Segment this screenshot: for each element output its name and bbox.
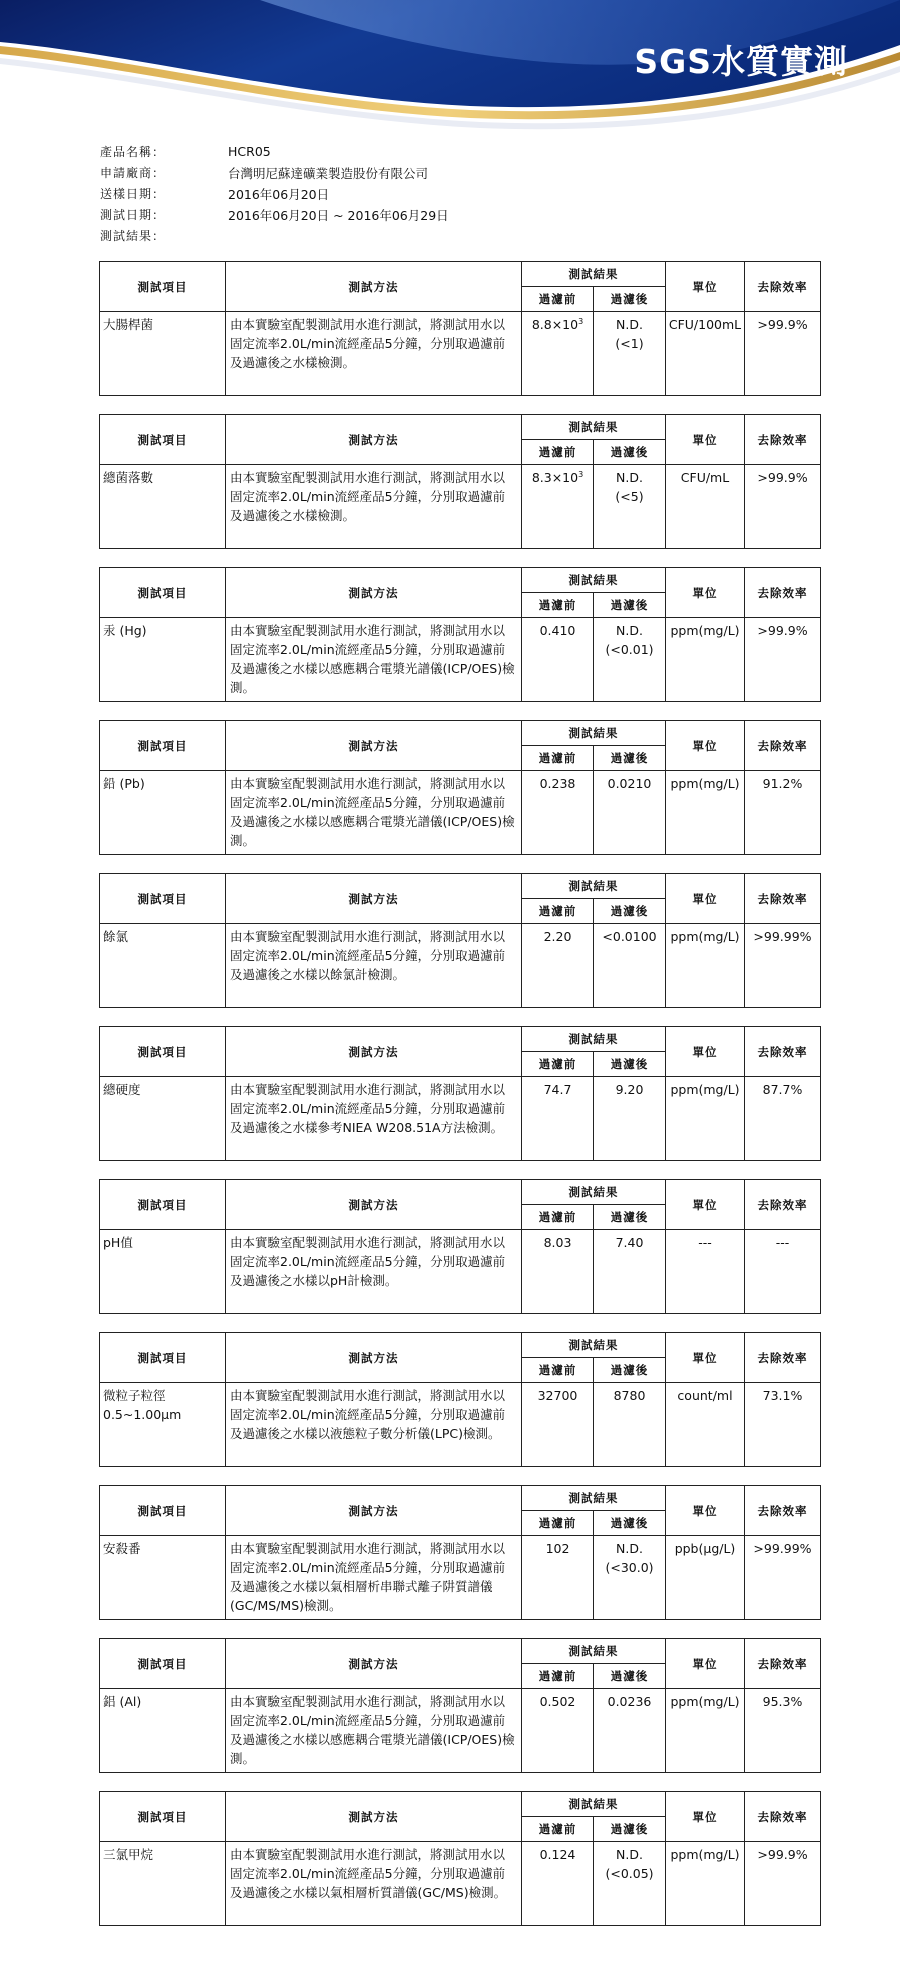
cell-removal: >99.9% bbox=[745, 312, 821, 396]
header-before: 過濾前 bbox=[522, 440, 594, 465]
cell-method: 由本實驗室配製測試用水進行測試，將測試用水以固定流率2.0L/min流經產品5分鐘，分別取過濾前及過濾後之水樣檢測。 bbox=[226, 312, 522, 396]
after-detection-limit: (<0.05) bbox=[605, 1866, 654, 1881]
cell-after bbox=[594, 1689, 666, 1773]
header-result: 測試結果 bbox=[522, 415, 666, 440]
cell-removal: 95.3% bbox=[745, 1689, 821, 1773]
info-value: 台灣明尼蘇達礦業製造股份有限公司 bbox=[228, 165, 429, 181]
before-exponent: 3 bbox=[578, 469, 584, 479]
cell-before bbox=[522, 465, 594, 549]
header-method: 測試方法 bbox=[226, 1486, 522, 1536]
header-unit: 單位 bbox=[666, 721, 745, 771]
header-before: 過濾前 bbox=[522, 1511, 594, 1536]
result-table bbox=[99, 567, 821, 702]
table-row bbox=[100, 1230, 821, 1314]
cell-item: 鋁 (Al) bbox=[100, 1689, 226, 1773]
header-result: 測試結果 bbox=[522, 721, 666, 746]
cell-unit: ppm(mg/L) bbox=[666, 771, 745, 855]
cell-method: 由本實驗室配製測試用水進行測試，將測試用水以固定流率2.0L/min流經產品5分鐘，分別取過濾前及過濾後之水樣檢測。 bbox=[226, 465, 522, 549]
header-item: 測試項目 bbox=[100, 1792, 226, 1842]
header-method: 測試方法 bbox=[226, 1333, 522, 1383]
result-table bbox=[99, 414, 821, 549]
header-method: 測試方法 bbox=[226, 568, 522, 618]
after-value: 0.0236 bbox=[607, 1694, 652, 1709]
header-result: 測試結果 bbox=[522, 1639, 666, 1664]
cell-before bbox=[522, 312, 594, 396]
header-result: 測試結果 bbox=[522, 874, 666, 899]
header-item: 測試項目 bbox=[100, 262, 226, 312]
info-row bbox=[100, 225, 449, 246]
cell-after bbox=[594, 1230, 666, 1314]
header-removal: 去除效率 bbox=[745, 1792, 821, 1842]
table-row bbox=[100, 924, 821, 1008]
header-removal: 去除效率 bbox=[745, 1639, 821, 1689]
cell-item: 三氯甲烷 bbox=[100, 1842, 226, 1926]
header-before: 過濾前 bbox=[522, 1817, 594, 1842]
header-unit: 單位 bbox=[666, 1333, 745, 1383]
cell-before bbox=[522, 1383, 594, 1467]
after-value: 0.0210 bbox=[607, 776, 652, 791]
header-removal: 去除效率 bbox=[745, 568, 821, 618]
header-item: 測試項目 bbox=[100, 1027, 226, 1077]
cell-before bbox=[522, 1689, 594, 1773]
header-item: 測試項目 bbox=[100, 721, 226, 771]
result-tables bbox=[99, 261, 820, 1944]
after-value: N.D. bbox=[616, 623, 643, 638]
after-value: 7.40 bbox=[615, 1235, 644, 1250]
result-table bbox=[99, 1485, 821, 1620]
header-method: 測試方法 bbox=[226, 262, 522, 312]
cell-after bbox=[594, 312, 666, 396]
cell-before bbox=[522, 924, 594, 1008]
header-result: 測試結果 bbox=[522, 1027, 666, 1052]
page-title: SGS水質實測 bbox=[634, 42, 848, 81]
header-after: 過濾後 bbox=[594, 287, 666, 312]
after-value: 8780 bbox=[613, 1388, 646, 1403]
cell-method: 由本實驗室配製測試用水進行測試，將測試用水以固定流率2.0L/min流經產品5分鐘，分別取過濾前及過濾後之水樣以感應耦合電漿光譜儀(ICP/OES)檢測。 bbox=[226, 618, 522, 702]
cell-before bbox=[522, 1536, 594, 1620]
before-value: 74.7 bbox=[543, 1082, 572, 1097]
info-label: 送樣日期： bbox=[100, 187, 166, 201]
after-detection-limit: (<30.0) bbox=[605, 1560, 654, 1575]
cell-unit: ppm(mg/L) bbox=[666, 1689, 745, 1773]
cell-removal: 73.1% bbox=[745, 1383, 821, 1467]
cell-method: 由本實驗室配製測試用水進行測試，將測試用水以固定流率2.0L/min流經產品5分鐘，分別取過濾前及過濾後之水樣以氣相層析串聯式離子阱質譜儀(GC/MS/MS)檢測。 bbox=[226, 1536, 522, 1620]
cell-item: pH值 bbox=[100, 1230, 226, 1314]
cell-removal: >99.99% bbox=[745, 1536, 821, 1620]
header-result: 測試結果 bbox=[522, 1792, 666, 1817]
info-row bbox=[100, 183, 449, 204]
cell-unit: ppm(mg/L) bbox=[666, 1842, 745, 1926]
info-value: 2016年06月20日 ~ 2016年06月29日 bbox=[228, 207, 449, 223]
before-value: 102 bbox=[545, 1541, 570, 1556]
cell-unit: ppm(mg/L) bbox=[666, 618, 745, 702]
result-table bbox=[99, 1179, 821, 1314]
before-value: 32700 bbox=[537, 1388, 578, 1403]
cell-before bbox=[522, 771, 594, 855]
header-after: 過濾後 bbox=[594, 593, 666, 618]
before-value: 0.502 bbox=[539, 1694, 576, 1709]
table-row bbox=[100, 465, 821, 549]
cell-method: 由本實驗室配製測試用水進行測試，將測試用水以固定流率2.0L/min流經產品5分鐘，分別取過濾前及過濾後之水樣參考NIEA W208.51A方法檢測。 bbox=[226, 1077, 522, 1161]
before-value: 8.3×10 bbox=[531, 470, 579, 485]
header-removal: 去除效率 bbox=[745, 721, 821, 771]
cell-unit: count/ml bbox=[666, 1383, 745, 1467]
table-row bbox=[100, 1536, 821, 1620]
result-table bbox=[99, 261, 821, 396]
header-result: 測試結果 bbox=[522, 1333, 666, 1358]
header-after: 過濾後 bbox=[594, 1664, 666, 1689]
cell-item: 餘氯 bbox=[100, 924, 226, 1008]
report-info bbox=[100, 141, 449, 246]
cell-unit: CFU/mL bbox=[666, 465, 745, 549]
cell-item: 安殺番 bbox=[100, 1536, 226, 1620]
after-detection-limit: (<0.01) bbox=[605, 642, 654, 657]
table-row bbox=[100, 1077, 821, 1161]
cell-item: 汞 (Hg) bbox=[100, 618, 226, 702]
cell-item: 鉛 (Pb) bbox=[100, 771, 226, 855]
header-result: 測試結果 bbox=[522, 568, 666, 593]
header-item: 測試項目 bbox=[100, 1180, 226, 1230]
cell-method: 由本實驗室配製測試用水進行測試，將測試用水以固定流率2.0L/min流經產品5分鐘，分別取過濾前及過濾後之水樣以感應耦合電漿光譜儀(ICP/OES)檢測。 bbox=[226, 771, 522, 855]
cell-before bbox=[522, 1230, 594, 1314]
header-before: 過濾前 bbox=[522, 899, 594, 924]
info-label: 測試結果： bbox=[100, 229, 166, 243]
cell-removal: >99.99% bbox=[745, 924, 821, 1008]
header-item: 測試項目 bbox=[100, 1333, 226, 1383]
cell-after bbox=[594, 1077, 666, 1161]
header-method: 測試方法 bbox=[226, 1027, 522, 1077]
header-removal: 去除效率 bbox=[745, 415, 821, 465]
result-table bbox=[99, 1791, 821, 1926]
header-unit: 單位 bbox=[666, 874, 745, 924]
cell-removal: --- bbox=[745, 1230, 821, 1314]
after-value: 9.20 bbox=[615, 1082, 644, 1097]
cell-removal: 87.7% bbox=[745, 1077, 821, 1161]
header-after: 過濾後 bbox=[594, 1511, 666, 1536]
header-before: 過濾前 bbox=[522, 1205, 594, 1230]
after-detection-limit: (<1) bbox=[615, 336, 644, 351]
header-removal: 去除效率 bbox=[745, 1333, 821, 1383]
result-table bbox=[99, 1332, 821, 1467]
before-value: 0.238 bbox=[539, 776, 576, 791]
header-before: 過濾前 bbox=[522, 1664, 594, 1689]
cell-unit: CFU/100mL bbox=[666, 312, 745, 396]
header-unit: 單位 bbox=[666, 1639, 745, 1689]
before-value: 0.124 bbox=[539, 1847, 576, 1862]
header-before: 過濾前 bbox=[522, 287, 594, 312]
cell-unit: ppb(μg/L) bbox=[666, 1536, 745, 1620]
cell-item: 總硬度 bbox=[100, 1077, 226, 1161]
header-unit: 單位 bbox=[666, 1792, 745, 1842]
header-after: 過濾後 bbox=[594, 1205, 666, 1230]
after-value: N.D. bbox=[616, 1847, 643, 1862]
info-label: 申請廠商： bbox=[100, 166, 166, 180]
header-unit: 單位 bbox=[666, 415, 745, 465]
header-after: 過濾後 bbox=[594, 746, 666, 771]
header-after: 過濾後 bbox=[594, 899, 666, 924]
info-row bbox=[100, 162, 449, 183]
header-before: 過濾前 bbox=[522, 1358, 594, 1383]
cell-method: 由本實驗室配製測試用水進行測試，將測試用水以固定流率2.0L/min流經產品5分鐘，分別取過濾前及過濾後之水樣以液態粒子數分析儀(LPC)檢測。 bbox=[226, 1383, 522, 1467]
header-removal: 去除效率 bbox=[745, 1027, 821, 1077]
before-exponent: 3 bbox=[578, 316, 584, 326]
cell-unit: --- bbox=[666, 1230, 745, 1314]
header-after: 過濾後 bbox=[594, 1817, 666, 1842]
cell-method: 由本實驗室配製測試用水進行測試，將測試用水以固定流率2.0L/min流經產品5分鐘，分別取過濾前及過濾後之水樣以感應耦合電漿光譜儀(ICP/OES)檢測。 bbox=[226, 1689, 522, 1773]
header-unit: 單位 bbox=[666, 1180, 745, 1230]
info-row bbox=[100, 204, 449, 225]
cell-item: 總菌落數 bbox=[100, 465, 226, 549]
header-removal: 去除效率 bbox=[745, 874, 821, 924]
cell-after bbox=[594, 1536, 666, 1620]
after-detection-limit: (<5) bbox=[615, 489, 644, 504]
header-unit: 單位 bbox=[666, 1027, 745, 1077]
header-removal: 去除效率 bbox=[745, 1180, 821, 1230]
header-item: 測試項目 bbox=[100, 1486, 226, 1536]
header-result: 測試結果 bbox=[522, 262, 666, 287]
table-row bbox=[100, 1842, 821, 1926]
header-method: 測試方法 bbox=[226, 1180, 522, 1230]
cell-after bbox=[594, 771, 666, 855]
cell-item: 微粒子粒徑 0.5~1.00μm bbox=[100, 1383, 226, 1467]
cell-method: 由本實驗室配製測試用水進行測試，將測試用水以固定流率2.0L/min流經產品5分鐘，分別取過濾前及過濾後之水樣以pH計檢測。 bbox=[226, 1230, 522, 1314]
cell-after bbox=[594, 465, 666, 549]
table-row bbox=[100, 1383, 821, 1467]
after-value: N.D. bbox=[616, 470, 643, 485]
header-unit: 單位 bbox=[666, 1486, 745, 1536]
header-method: 測試方法 bbox=[226, 415, 522, 465]
cell-before bbox=[522, 1077, 594, 1161]
header-method: 測試方法 bbox=[226, 721, 522, 771]
header-after: 過濾後 bbox=[594, 1358, 666, 1383]
cell-unit: ppm(mg/L) bbox=[666, 1077, 745, 1161]
header-item: 測試項目 bbox=[100, 1639, 226, 1689]
cell-method: 由本實驗室配製測試用水進行測試，將測試用水以固定流率2.0L/min流經產品5分鐘，分別取過濾前及過濾後之水樣以氣相層析質譜儀(GC/MS)檢測。 bbox=[226, 1842, 522, 1926]
after-value: N.D. bbox=[616, 1541, 643, 1556]
cell-removal: 91.2% bbox=[745, 771, 821, 855]
header-before: 過濾前 bbox=[522, 593, 594, 618]
header-removal: 去除效率 bbox=[745, 262, 821, 312]
cell-removal: >99.9% bbox=[745, 1842, 821, 1926]
result-table bbox=[99, 873, 821, 1008]
header-before: 過濾前 bbox=[522, 1052, 594, 1077]
cell-after bbox=[594, 1842, 666, 1926]
header-after: 過濾後 bbox=[594, 1052, 666, 1077]
header-unit: 單位 bbox=[666, 262, 745, 312]
cell-item: 大腸桿菌 bbox=[100, 312, 226, 396]
info-row bbox=[100, 141, 449, 162]
header-before: 過濾前 bbox=[522, 746, 594, 771]
cell-removal: >99.9% bbox=[745, 465, 821, 549]
result-table bbox=[99, 720, 821, 855]
cell-unit: ppm(mg/L) bbox=[666, 924, 745, 1008]
result-table bbox=[99, 1026, 821, 1161]
info-value: 2016年06月20日 bbox=[228, 186, 330, 202]
after-value: <0.0100 bbox=[602, 929, 657, 944]
info-label: 測試日期： bbox=[100, 208, 166, 222]
cell-removal: >99.9% bbox=[745, 618, 821, 702]
header-method: 測試方法 bbox=[226, 874, 522, 924]
header-method: 測試方法 bbox=[226, 1792, 522, 1842]
before-value: 0.410 bbox=[539, 623, 576, 638]
cell-after bbox=[594, 924, 666, 1008]
cell-after bbox=[594, 1383, 666, 1467]
header-result: 測試結果 bbox=[522, 1486, 666, 1511]
table-row bbox=[100, 618, 821, 702]
header-item: 測試項目 bbox=[100, 874, 226, 924]
info-value: HCR05 bbox=[228, 144, 271, 159]
cell-after bbox=[594, 618, 666, 702]
header-method: 測試方法 bbox=[226, 1639, 522, 1689]
table-row bbox=[100, 1689, 821, 1773]
before-value: 8.03 bbox=[543, 1235, 572, 1250]
after-value: N.D. bbox=[616, 317, 643, 332]
header-after: 過濾後 bbox=[594, 440, 666, 465]
header-item: 測試項目 bbox=[100, 568, 226, 618]
cell-before bbox=[522, 618, 594, 702]
before-value: 2.20 bbox=[543, 929, 572, 944]
header-item: 測試項目 bbox=[100, 415, 226, 465]
result-table bbox=[99, 1638, 821, 1773]
info-label: 產品名稱： bbox=[100, 145, 166, 159]
cell-before bbox=[522, 1842, 594, 1926]
header-banner bbox=[0, 0, 900, 135]
table-row bbox=[100, 312, 821, 396]
table-row bbox=[100, 771, 821, 855]
before-value: 8.8×10 bbox=[531, 317, 579, 332]
cell-method: 由本實驗室配製測試用水進行測試，將測試用水以固定流率2.0L/min流經產品5分鐘，分別取過濾前及過濾後之水樣以餘氯計檢測。 bbox=[226, 924, 522, 1008]
header-result: 測試結果 bbox=[522, 1180, 666, 1205]
header-removal: 去除效率 bbox=[745, 1486, 821, 1536]
header-unit: 單位 bbox=[666, 568, 745, 618]
